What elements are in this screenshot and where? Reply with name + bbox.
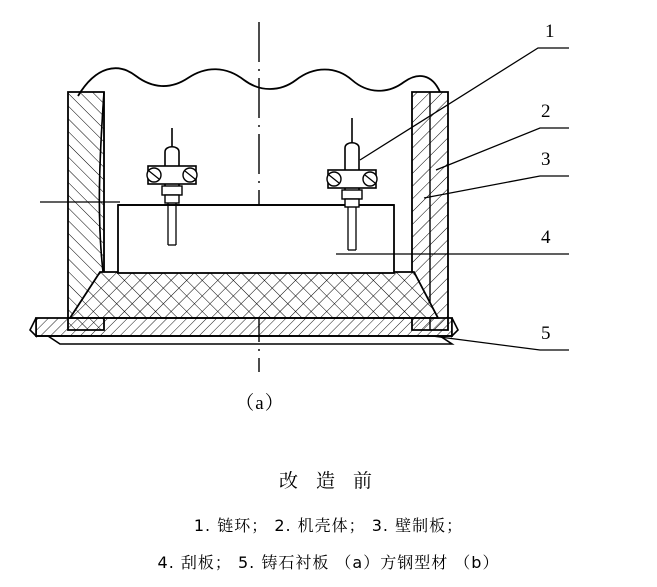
base-plate-left-taper [30, 318, 36, 336]
callout-number-4: 4 [541, 227, 551, 248]
callout-number-5: 5 [541, 323, 551, 344]
base-plate [36, 318, 452, 336]
scraper-blade [118, 205, 394, 273]
base-plate-right-step [48, 336, 452, 344]
callout-number-1: 1 [545, 21, 555, 42]
leader-1 [360, 48, 569, 160]
drawing-geometry [30, 22, 569, 372]
callout-number-2: 2 [541, 101, 551, 122]
subfigure-label: （a） [235, 393, 285, 414]
cast-stone-liner [70, 272, 438, 318]
caption-title: 改 造 前 [278, 470, 379, 492]
base-plate-right-taper [452, 318, 458, 336]
caption-legend-line-2: 4. 刮板； 5. 铸石衬板 （a）方钢型材 （b） [157, 553, 500, 572]
caption-legend-line-1: 1. 链环； 2. 机壳体； 3. 壁制板； [193, 516, 464, 535]
figure-caption [0, 466, 657, 587]
callout-number-3: 3 [541, 149, 551, 170]
